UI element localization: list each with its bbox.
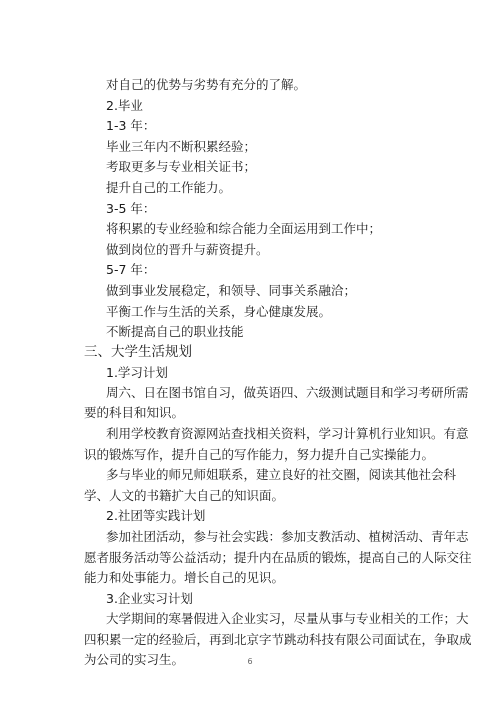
text-line: 平衡工作与生活的关系，身心健康发展。 xyxy=(106,304,332,319)
text-line: 愿者服务活动等公益活动；提升内在品质的锻炼，提高自己的人际交往 xyxy=(84,550,472,565)
text-line: 周六、日在图书馆自习，做英语四、六级测试题目和学习考研所需 xyxy=(106,385,469,400)
period-label: 3-5 年： xyxy=(106,201,156,216)
text-line: 对自己的优势与劣势有充分的了解。 xyxy=(106,77,307,92)
subheading-graduation: 2.毕业 xyxy=(106,98,143,113)
text-line: 利用学校教育资源网站查找相关资料，学习计算机行业知识。有意 xyxy=(106,426,469,441)
text-line: 做到事业发展稳定，和领导、同事关系融洽； xyxy=(106,283,357,298)
text-line: 能力和处事能力。增长自己的见识。 xyxy=(84,570,285,585)
text-line: 多与毕业的师兄师姐联系，建立良好的社交圈，阅读其他社会科 xyxy=(106,467,457,482)
period-label: 5-7 年： xyxy=(106,262,156,277)
text-line: 不断提高自己的职业技能 xyxy=(106,324,244,339)
text-line: 四积累一定的经验后，再到北京字节跳动科技有限公司面试在，争取成 xyxy=(84,632,472,647)
section-heading: 三、大学生活规划 xyxy=(84,344,192,360)
text-line: 提升自己的工作能力。 xyxy=(106,180,232,195)
text-line: 做到岗位的晋升与薪资提升。 xyxy=(106,242,269,257)
text-line: 要的科目和知识。 xyxy=(84,405,185,420)
text-line: 将积累的专业经验和综合能力全面运用到工作中； xyxy=(106,221,382,236)
text-line: 大学期间的寒暑假进入企业实习，尽量从事与专业相关的工作；大 xyxy=(106,611,469,626)
text-line: 识的锻炼写作，提升自己的写作能力，努力提升自己实操能力。 xyxy=(84,447,435,462)
period-label: 1-3 年： xyxy=(106,118,156,133)
subheading: 2.社团等实践计划 xyxy=(106,508,206,523)
text-line: 毕业三年内不断积累经验； xyxy=(106,139,257,154)
text-line: 参加社团活动，参与社会实践：参加支教活动、植树活动、青年志 xyxy=(106,529,469,544)
text-line: 考取更多与专业相关证书； xyxy=(106,159,257,174)
page-number: 6 xyxy=(247,657,253,666)
text-line: 学、人文的书籍扩大自己的知识面。 xyxy=(84,488,285,503)
subheading: 3.企业实习计划 xyxy=(106,591,193,606)
text-line: 为公司的实习生。 xyxy=(84,652,185,667)
subheading: 1.学习计划 xyxy=(106,365,168,380)
